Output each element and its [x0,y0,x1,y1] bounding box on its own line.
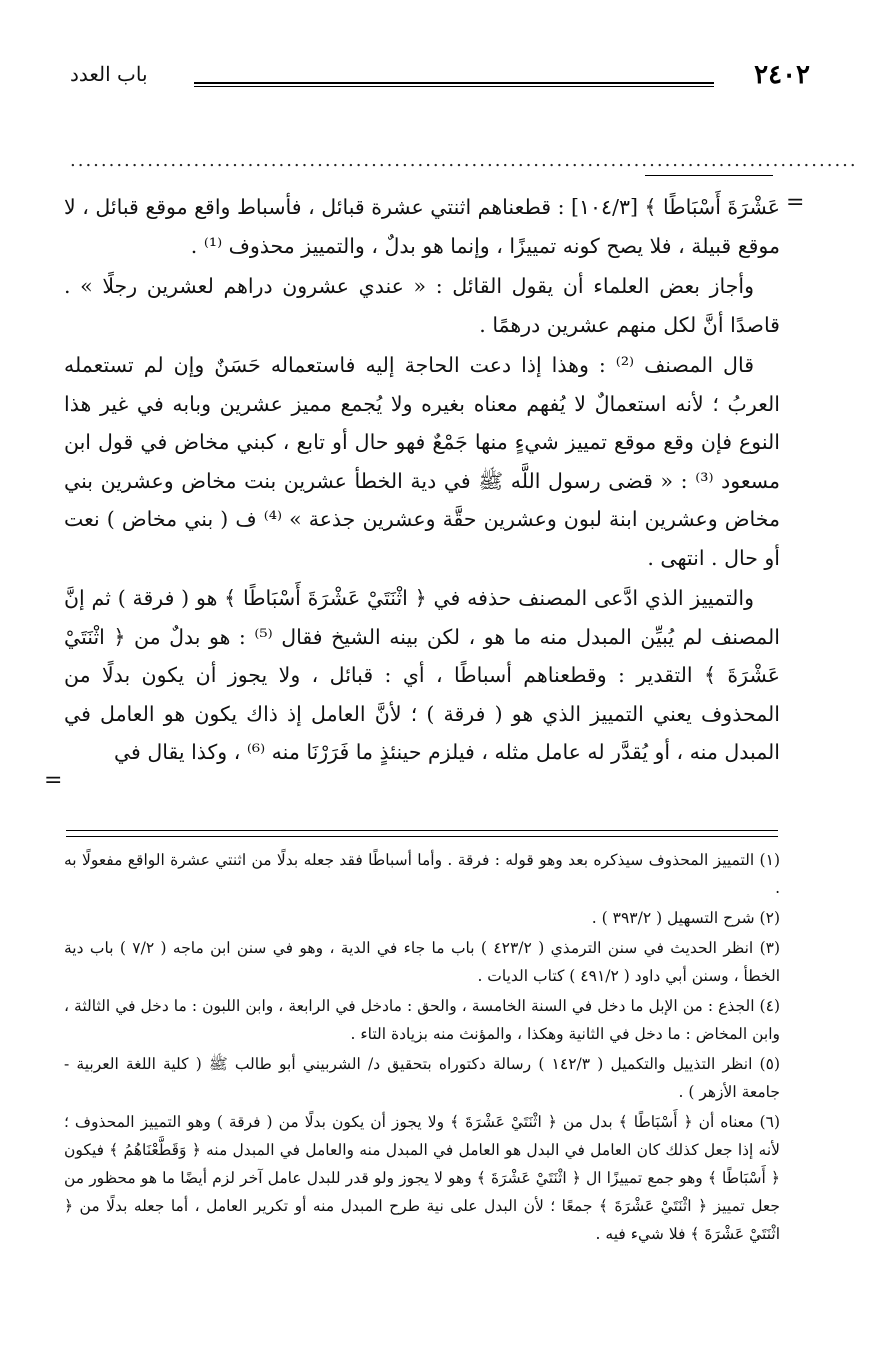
footnote-2: (٢) شرح التسهيل ( ٣٩٣/٢ ) . [591,909,780,927]
footnote-4: (٤) الجذع : من الإبل ما دخل في السنة الخامسة ، والحق : مادخل في الرابعة ، وابن اللبون : ما دخل في الثالثة ، وابن المخاض : ما دخل في الثانية وهكذا ، والمؤنث منه بزيادة التاء . [64,997,780,1043]
omission-dots: ...................................................................................................... [70,150,858,171]
footnote-6: (٦) معناه أن ﴿ أَسْبَاطًا ﴾ بدل من ﴿ اثْنَتَيْ عَشْرَةَ ﴾ ولا يجوز أن يكون بدلًا من ( فرقة ) وهو التمييز المحذوف ؛ لأنه إذا جعل كذلك كان العامل في البدل هو العامل في المبدل منه والعامل في المبدل منه ﴿ وَقَطَّعْنَاهُمُ ﴾ فيكون ﴿ أَسْبَاطًا ﴾ وهو جمع تمييزًا ال ﴿ اثْنَتَيْ عَشْرَةَ ﴾ وهو لا يجوز ولو قدر للبدل عامل آخر لزم أيضًا ما هو محظور من جعل تمييز ﴿ اثْنَتَيْ عَشْرَةَ ﴾ جمعًا ؛ لأن البدل على نية طرح المبدل منه أو تكرير العامل ، أما جعله بدلًا من ﴿ اثْنَتَيْ عَشْرَةَ ﴾ فلا شيء فيه . [64,1113,780,1243]
footnote-separator [66,830,778,837]
footnotes [64,846,780,1250]
footnote-5: (٥) انظر التذييل والتكميل ( ١٤٢/٣ ) رسالة دكتوراه بتحقيق د/ الشربيني أبو طالب ﷺ ( كلية اللغة العربية - جامعة الأزهر ) . [64,1055,780,1101]
chapter-title: باب العدد [70,62,148,86]
page-header [70,52,810,96]
section-rule [645,175,773,176]
paragraph-3: قال المصنف ⁽²⁾ : وهذا إذا دعت الحاجة إليه فاستعماله حَسَنٌ وإن لم تستعمله العربُ ؛ لأنه استعمالٌ لا يُفهم معناه بغيره ولا يُجمع مميز عشرين وبابه في غير هذا النوع فإن وقع موقع تمييز شيءٍ منها جَمْعٌ فهو حال أو تابع ، كبني مخاض في قول ابن مسعود ⁽³⁾ : « قضى رسول اللَّه ﷺ في دية الخطأ عشرين بنت مخاض وعشرين بني مخاض وعشرين ابنة لبون وعشرين حقَّة وعشرين جذعة » ⁽⁴⁾ ف ( بني مخاض ) نعت أو حال . انتهى . [64,353,781,570]
continuation-mark-bottom: = [44,768,63,793]
footnote-3: (٣) انظر الحديث في سنن الترمذي ( ٤٢٣/٢ ) باب ما جاء في الدية ، وهو في سنن ابن ماجه ( ٧/٢ ) باب دية الخطأ ، وسنن أبي داود ( ٤٩١/٢ ) كتاب الديات . [64,939,781,985]
paragraph-4: والتمييز الذي ادَّعى المصنف حذفه في ﴿ اثْنَتَيْ عَشْرَةَ أَسْبَاطًا ﴾ هو ( فرقة ) ثم إنَّ المصنف لم يُبيِّن المبدل منه ما هو ، لكن بينه الشيخ فقال ⁽⁵⁾ : هو بدلٌ من ﴿ اثْنَتَيْ عَشْرَةَ ﴾ التقدير : وقطعناهم أسباطًا ، أي : قبائل ، ولا يجوز أن يكون بدلًا من المحذوف يعني التمييز الذي هو ( فرقة ) ؛ لأنَّ العامل إذ ذاك يكون هو العامل في المبدل منه ، أو يُقدَّر له عامل مثله ، فيلزم حينئذٍ ما فَرَرْنَا منه ⁽⁶⁾ ، وكذا يقال في [64,586,780,764]
main-text [64,188,780,774]
footnote-1: (١) التمييز المحذوف سيذكره بعد وهو قوله : فرقة . وأما أسباطًا فقد جعله بدلًا من اثنتي عشرة الواقع مفعولًا به . [64,851,780,897]
header-rule [194,82,714,87]
paragraph-2: وأجاز بعض العلماء أن يقول القائل : « عندي عشرون دراهم لعشرين رجلًا » . قاصدًا أنَّ لكل منهم عشرين درهمًا . [64,274,780,337]
page-number: ٢٤٠٢ [754,60,810,90]
continuation-mark-top: = [786,190,805,215]
paragraph-1: عَشْرَةَ أَسْبَاطًا ﴾ [١٠٤/٣] : قطعناهم اثنتي عشرة قبائل ، فأسباط واقع موقع قبائل ، لا موقع قبيلة ، فلا يصح كونه تمييزًا ، وإنما هو بدلٌ ، والتمييز محذوف ⁽¹⁾ . [64,195,780,258]
